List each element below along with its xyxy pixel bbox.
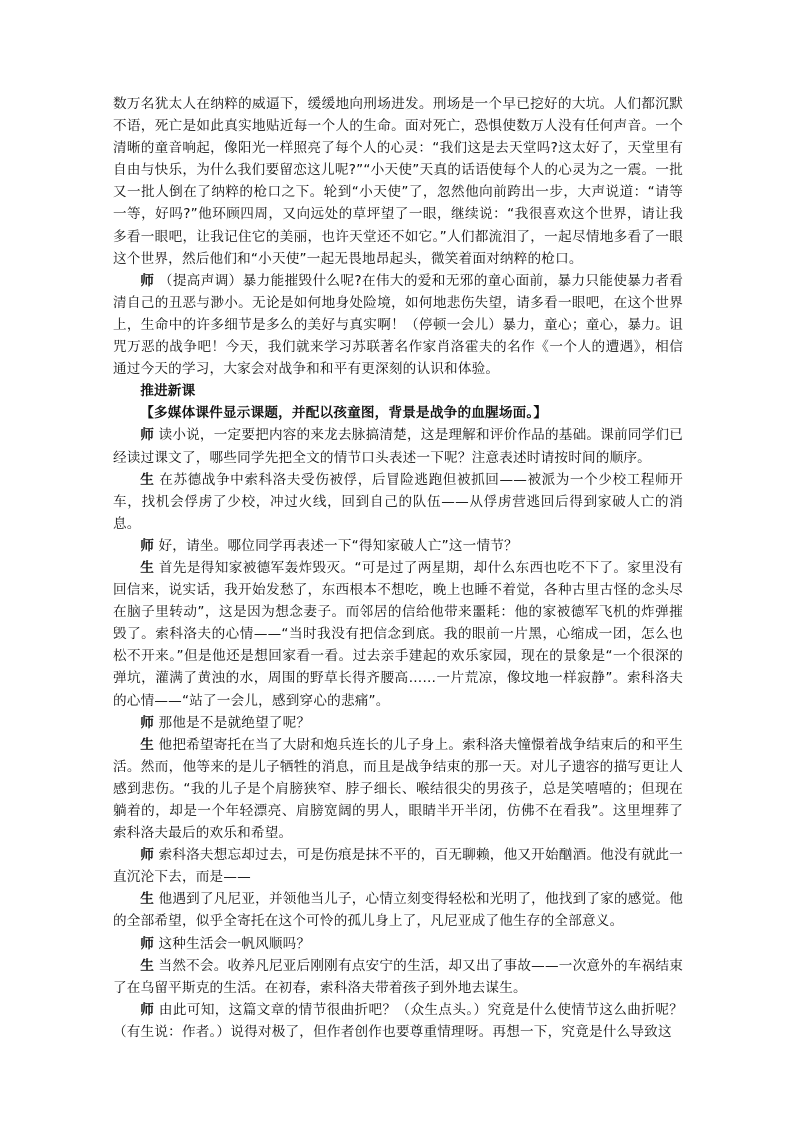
paragraph-text: （提高声调）暴力能摧毁什么呢?在伟大的爱和无邪的童心面前，暴力只能使暴力者看清自己的丑恶与渺小。无论是如何地身处险境，如何地悲伤失望，请多看一眼吧，在这个世界上，生命中的许多细节是多么的美好与真实啊！（停顿一会儿）暴力，童心；童心，暴力。诅咒万恶的战争吧！今天，我们就来学习苏联著名作家肖洛霍夫的名作《一个人的遭遇》，相信通过今天的学习，大家会对战争和和平有更深刻的认识和体验。 (113, 272, 683, 378)
paragraph (113, 535, 683, 557)
speaker-label: 生 (140, 736, 154, 753)
paragraph (113, 402, 683, 424)
speaker-label: 生 (140, 891, 154, 908)
speaker-label: 师 (140, 935, 154, 952)
speaker-label: 生 (140, 471, 155, 488)
speaker-label: 师 (140, 714, 154, 731)
speaker-label: 生 (140, 957, 154, 974)
paragraph (113, 734, 683, 844)
paragraph-text: 由此可知，这篇文章的情节很曲折吧？（众生点头。）究竟是什么使情节这么曲折呢？（有生说：作者。）说得对极了，但作者创作也要尊重情理呀。再想一下，究竟是什么导致这 (113, 1001, 683, 1040)
speaker-label: 师 (140, 537, 154, 554)
paragraph-text: 这种生活会一帆风顺吗？ (158, 935, 311, 952)
paragraph (113, 933, 683, 955)
paragraph-text: 【多媒体课件显示课题，并配以孩童图，背景是战争的血腥场面。】 (140, 405, 548, 422)
paragraph (113, 93, 683, 270)
paragraph-text: 在苏德战争中索科洛夫受伤被俘，后冒险逃跑但被抓回——被派为一个少校工程师开车，找机会俘虏了少校，冲过火线，回到自己的队伍——从俘虏营逃回后得到家破人亡的消息。 (113, 471, 683, 532)
paragraph (113, 424, 683, 468)
paragraph (113, 955, 683, 999)
speaker-label: 师 (140, 1001, 155, 1018)
speaker-label: 师 (140, 272, 155, 289)
paragraph (113, 712, 683, 734)
paragraph-text: 索科洛夫想忘却过去，可是伤痕是抹不平的，百无聊赖，他又开始酗酒。他没有就此一直沉沦下去，而是—— (113, 847, 683, 886)
paragraph-text: 当然不会。收养凡尼亚后刚刚有点安宁的生活，却又出了事故——一次意外的车祸结束了在乌留平斯克的生活。在初春，索科洛夫带着孩子到外地去谋生。 (113, 957, 683, 996)
paragraph (113, 888, 683, 932)
paragraph (113, 557, 683, 712)
paragraph-text: 好，请坐。哪位同学再表述一下“得知家破人亡”这一情节？ (158, 537, 518, 554)
paragraph-text: 首先是得知家被德军轰炸毁灭。“可是过了两星期，却什么东西也吃不下了。家里没有回信来，说实话，我开始发愁了，东西根本不想吃，晚上也睡不着觉，各种古里古怪的念头尽在脑子里转动”，这是因为想念妻子。而邻居的信给他带来噩耗：他的家被德军飞机的炸弹摧毁了。索科洛夫的心情——“当时我没有把信念到底。我的眼前一片黑，心缩成一团，怎么也松不开来。”但是他还是想回家看一看。过去亲手建起的欢乐家园，现在的景象是“一个很深的弹坑，灌满了黄浊的水，周围的野草长得齐腰高……一片荒凉，像坟地一样寂静”。索科洛夫的心情——“站了一会儿，感到穿心的悲痛”。 (113, 559, 684, 709)
paragraph (113, 844, 683, 888)
speaker-label: 生 (140, 559, 155, 576)
section-heading: 推进新课 (140, 383, 196, 400)
paragraph (113, 469, 683, 535)
paragraph-text: 他遇到了凡尼亚，并领他当儿子，心情立刻变得轻松和光明了，他找到了家的感觉。他的全部希望，似乎全寄托在这个可怜的孤儿身上了，凡尼亚成了他生存的全部意义。 (113, 891, 683, 930)
paragraph-text: 那他是不是就绝望了呢？ (158, 714, 311, 731)
paragraph-text: 他把希望寄托在当了大尉和炮兵连长的儿子身上。索科洛夫憧憬着战争结束后的和平生活。然而，他等来的是儿子牺牲的消息，而且是战争结束的那一天。对儿子遗容的描写更让人感到悲伤。“我的儿子是个肩膀狭窄、脖子细长、喉结很尖的男孩子，总是笑嘻嘻的；但现在躺着的，却是一个年轻漂亮、肩膀宽阔的男人，眼睛半开半闭，仿佛不在看我”。这里埋葬了索科洛夫最后的欢乐和希望。 (113, 736, 683, 842)
paragraph (113, 270, 683, 380)
paragraph-text: 数万名犹太人在纳粹的威逼下，缓缓地向刑场进发。刑场是一个早已挖好的大坑。人们都沉默不语，死亡是如此真实地贴近每一个人的生命。面对死亡，恐惧使数万人没有任何声音。一个清晰的童音响起，像阳光一样照亮了每个人的心灵：“我们这是去天堂吗?这太好了，天堂里有自由与快乐，为什么我们要留恋这儿呢?”“小天使”天真的话语使每个人的心灵为之一震。一批又一批人倒在了纳粹的枪口之下。轮到“小天使”了，忽然他向前跨出一步，大声说道：“请等一等，好吗?”他环顾四周，又向远处的草坪望了一眼，继续说：“我很喜欢这个世界，请让我多看一眼吧，让我记住它的美丽，也许天堂还不如它。”人们都流泪了，一起尽情地多看了一眼这个世界，然后他们和“小天使”一起无畏地昂起头，微笑着面对纳粹的枪口。 (113, 96, 683, 267)
paragraph (113, 999, 683, 1043)
paragraph-text: 读小说，一定要把内容的来龙去脉搞清楚，这是理解和评价作品的基础。课前同学们已经读过课文了，哪些同学先把全文的情节口头表述一下呢？注意表述时请按时间的顺序。 (113, 427, 683, 466)
document-body (113, 93, 683, 1043)
speaker-label: 师 (140, 427, 154, 444)
speaker-label: 师 (140, 847, 154, 864)
